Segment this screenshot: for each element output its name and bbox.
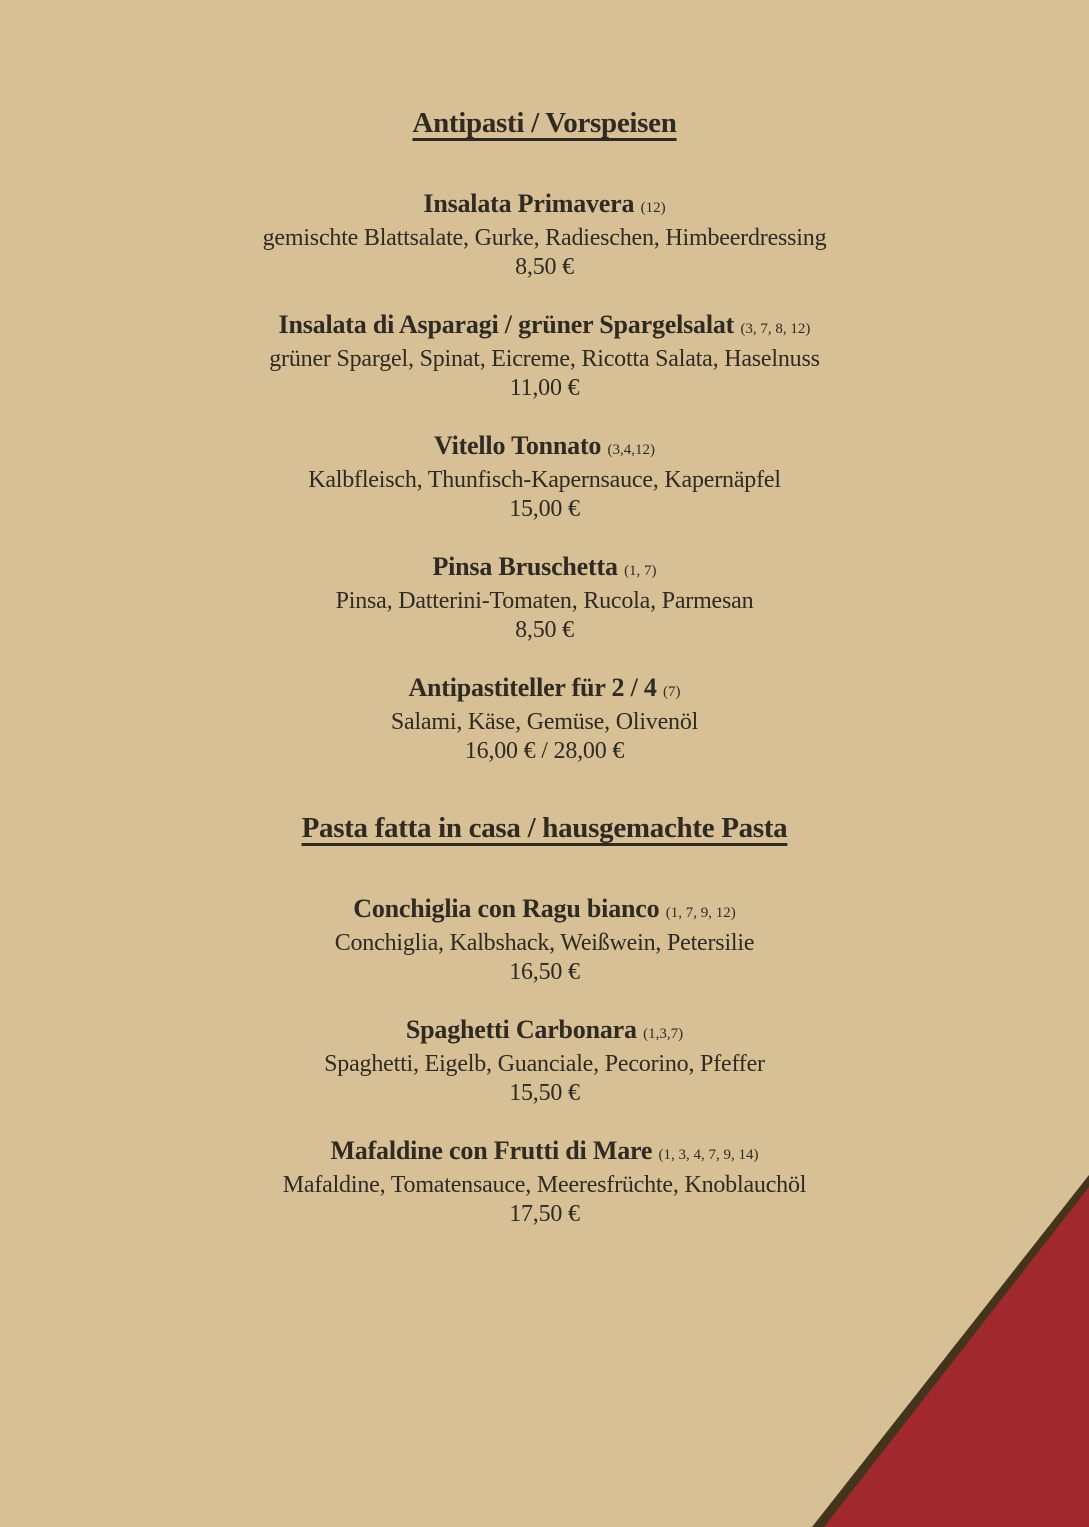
menu-item-price: 16,50 € (509, 959, 580, 985)
menu-item-title (0, 1135, 1089, 1171)
menu-item (0, 893, 1089, 987)
menu-item-title (0, 551, 1089, 587)
menu-item-title (0, 309, 1089, 345)
menu-item (0, 551, 1089, 645)
menu-item-price: 15,50 € (509, 1080, 580, 1106)
section-pasta (0, 793, 1089, 1229)
menu-item-description: Conchiglia, Kalbshack, Weißwein, Petersilie (334, 930, 755, 956)
section-heading-pasta: Pasta fatta in casa / hausgemachte Pasta (301, 812, 788, 844)
menu-item-description: Mafaldine, Tomatensauce, Meeresfrüchte, Knoblauchöl (282, 1172, 807, 1198)
menu-item-allergens: (3,4,12) (607, 442, 656, 458)
menu-item (0, 672, 1089, 766)
menu-item-description: Kalbfleisch, Thunfisch-Kapernsauce, Kapernäpfel (308, 467, 781, 493)
section-heading-antipasti: Antipasti / Vorspeisen (412, 107, 677, 139)
menu-item-allergens: (3, 7, 8, 12) (740, 321, 811, 337)
menu-item (0, 188, 1089, 282)
menu-item-name: Vitello Tonnato (433, 431, 602, 460)
menu-item-allergens: (1, 7, 9, 12) (665, 905, 736, 921)
menu-item-price: 8,50 € (515, 617, 574, 643)
menu-item-price: 8,50 € (515, 254, 574, 280)
menu-item-allergens: (1, 7) (624, 563, 657, 579)
menu-item-name: Spaghetti Carbonara (405, 1015, 637, 1044)
menu-item-name: Pinsa Bruschetta (432, 552, 618, 581)
menu-item-name: Insalata Primavera (423, 189, 635, 218)
menu-item-allergens: (7) (663, 684, 681, 700)
menu-item-allergens: (1, 3, 4, 7, 9, 14) (658, 1147, 759, 1163)
menu-item-name: Conchiglia con Ragu bianco (353, 894, 660, 923)
menu-item-description: Spaghetti, Eigelb, Guanciale, Pecorino, Pfeffer (324, 1051, 765, 1077)
menu-item-title (0, 1014, 1089, 1050)
menu-item-price: 11,00 € (509, 375, 580, 401)
menu-item-price: 15,00 € (509, 496, 580, 522)
menu-item-description: Pinsa, Datterini-Tomaten, Rucola, Parmesan (335, 588, 754, 614)
menu-item-description: grüner Spargel, Spinat, Eicreme, Ricotta Salata, Haselnuss (269, 346, 820, 372)
menu-item-price: 16,00 € / 28,00 € (464, 738, 625, 764)
menu-item-name: Mafaldine con Frutti di Mare (330, 1136, 653, 1165)
menu-item-title (0, 893, 1089, 929)
menu-item-allergens: (12) (640, 200, 666, 216)
menu-item-title (0, 188, 1089, 224)
menu-item-price: 17,50 € (509, 1201, 580, 1227)
section-antipasti (0, 106, 1089, 766)
menu-item-description: Salami, Käse, Gemüse, Olivenöl (390, 709, 699, 735)
menu-item (0, 430, 1089, 524)
menu-item (0, 1135, 1089, 1229)
menu-item (0, 309, 1089, 403)
menu-item-allergens: (1,3,7) (643, 1026, 684, 1042)
menu-item-name: Insalata di Asparagi / grüner Spargelsalat (278, 310, 735, 339)
menu-item (0, 1014, 1089, 1108)
menu-item-name: Antipastiteller für 2 / 4 (408, 673, 657, 702)
menu-item-title (0, 672, 1089, 708)
triangle-fill (824, 1187, 1089, 1527)
menu-item-description: gemischte Blattsalate, Gurke, Radieschen, Himbeerdressing (262, 225, 827, 251)
menu-item-title (0, 430, 1089, 466)
